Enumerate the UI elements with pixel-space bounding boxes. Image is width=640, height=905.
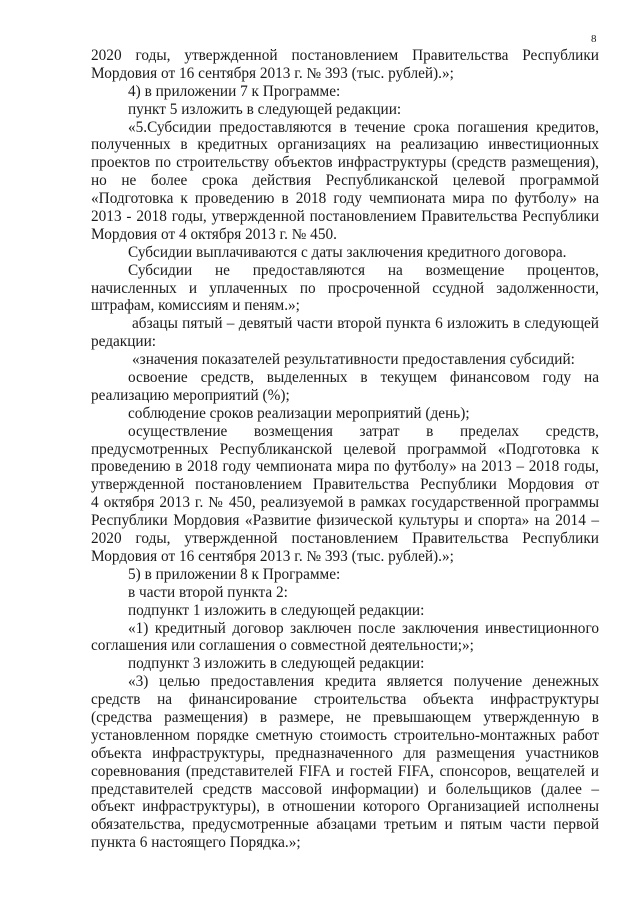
page-number: 8	[591, 33, 597, 45]
text-line: абзацы пятый – девятый части второй пункта 6 изложить в следующей	[132, 315, 599, 333]
text-line: в части второй пункта 2:	[128, 583, 288, 601]
text-line: начисленных и уплаченных по просроченной ссудной задолженности,	[91, 279, 599, 297]
text-line: подпункт 3 изложить в следующей редакции:	[128, 655, 425, 673]
text-line: (средства размещения) в размере, не превышающем утвержденную в	[91, 708, 599, 726]
text-line: 2020 годы, утвержденной постановлением Правительства Республики	[91, 47, 599, 64]
text-line: «Подготовка к проведению в 2018 году чемпионата мира по футболу» на	[91, 190, 599, 208]
text-line: предусмотренных Республиканской целевой программой «Подготовка к	[91, 440, 599, 458]
text-line: 4 октября 2013 г. № 450, реализуемой в рамках государственной программы	[91, 494, 599, 512]
text-line: проведению в 2018 году чемпионата мира по футболу» на 2013 – 2018 годы,	[91, 458, 599, 476]
text-line: пункт 5 изложить в следующей редакции:	[128, 100, 402, 118]
text-line: Мордовия от 16 сентября 2013 г. № 393 (тыс. рублей).»;	[91, 64, 454, 82]
text-line: «значения показателей результативности предоставления субсидий:	[132, 351, 575, 369]
text-line: осуществление возмещения затрат в пределах средств,	[128, 422, 599, 440]
text-line: установленном порядке сметную стоимость строительно-монтажных работ	[91, 726, 599, 744]
text-line: соблюдение сроков реализации мероприятий (день);	[128, 404, 470, 422]
text-line: объект инфраструктуры), в отношении которого Организацией исполнены	[91, 798, 599, 816]
text-line: соревнования (представителей FIFA и гостей FIFA, спонсоров, вещателей и	[91, 762, 599, 780]
text-line: средств на финансирование строительства объекта инфраструктуры	[91, 691, 599, 709]
text-line: представителей средств массовой информации) и болельщиков (далее –	[91, 780, 599, 798]
text-line: Мордовия от 4 октября 2013 г. № 450.	[91, 225, 337, 243]
text-line: «3) целью предоставления кредита является получение денежных	[128, 673, 599, 691]
text-line: Субсидии не предоставляются на возмещение процентов,	[128, 261, 599, 279]
text-line: 2020 годы, утвержденной постановлением Правительства Республики	[91, 530, 599, 548]
text-line: пункта 6 настоящего Порядка.»;	[91, 834, 301, 852]
text-line: освоение средств, выделенных в текущем финансовом году на	[128, 369, 599, 387]
text-line: подпункт 1 изложить в следующей редакции:	[128, 601, 425, 619]
text-line: «1) кредитный договор заключен после заключения инвестиционного	[128, 619, 599, 637]
text-line: штрафам, комиссиям и пеням.»;	[91, 297, 300, 315]
text-line: 5) в приложении 8 к Программе:	[128, 565, 341, 583]
text-line: Республики Мордовия «Развитие физической культуры и спорта» на 2014 –	[91, 512, 599, 530]
text-line: но не более срока действия Республиканской целевой программой	[91, 172, 599, 190]
text-line: Мордовия от 16 сентября 2013 г. № 393 (тыс. рублей).»;	[91, 547, 454, 565]
text-line: полученных в кредитных организациях на реализацию инвестиционных	[91, 136, 599, 154]
text-line: 4) в приложении 7 к Программе:	[128, 82, 341, 100]
text-line: соглашения или соглашения о совместной деятельности;»;	[91, 637, 474, 655]
text-line: объекта инфраструктуры, предназначенного для размещения участников	[91, 744, 599, 762]
text-line: редакции:	[91, 333, 157, 351]
text-line: утвержденной постановлением Правительства Республики Мордовия от	[91, 476, 599, 494]
text-line: 2013 - 2018 годы, утвержденной постановлением Правительства Республики	[91, 208, 599, 226]
text-line: проектов по строительству объектов инфраструктуры (средств размещения),	[91, 154, 599, 172]
text-line: обязательства, предусмотренные абзацами третьим и пятым части первой	[91, 816, 599, 834]
document-body	[91, 47, 599, 852]
text-line: Субсидии выплачиваются с даты заключения кредитного договора.	[128, 243, 567, 261]
text-line: «5.Субсидии предоставляются в течение срока погашения кредитов,	[128, 118, 599, 136]
text-line: реализацию мероприятий (%);	[91, 386, 290, 404]
